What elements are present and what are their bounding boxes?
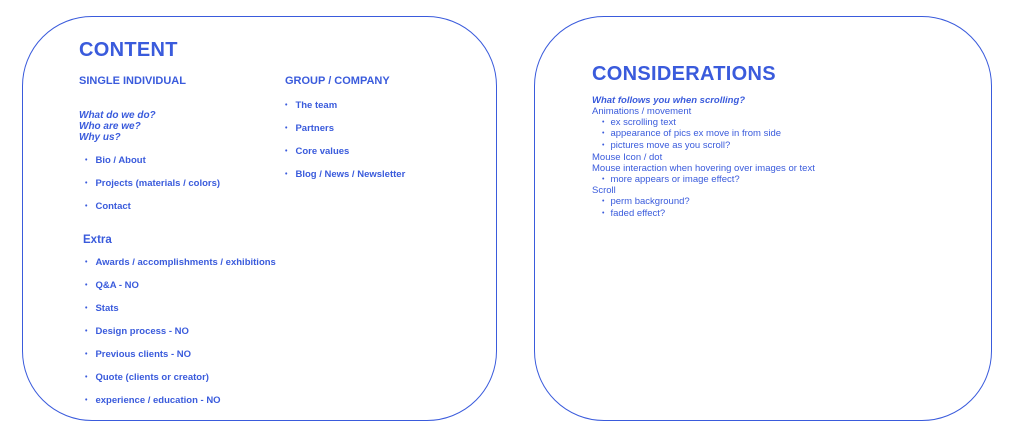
list-item: • Projects (materials / colors) [85,178,220,189]
group-company-heading: GROUP / COMPANY [285,75,390,87]
question-item: Who are we? [79,121,141,132]
list-item: • Contact [85,201,131,212]
list-item: • Awards / accomplishments / exhibitions [85,257,276,268]
considerations-title: CONSIDERATIONS [592,63,776,85]
extra-heading: Extra [83,234,112,246]
content-card [22,16,497,421]
list-item: • Design process - NO [85,326,189,337]
list-item: • Stats [85,303,119,314]
list-item: • Core values [285,146,349,157]
question-item: Why us? [79,132,121,143]
list-item: • pictures move as you scroll? [592,141,815,153]
list-item: Animations / movement [592,105,692,117]
list-item: Mouse Icon / dot [592,151,663,163]
question-item: What do we do? [79,110,156,121]
list-item: Scroll [592,185,616,197]
list-item: • faded effect? [592,209,815,221]
list-item: • ex scrolling text [592,118,815,130]
considerations-list [592,96,815,221]
list-item: • Bio / About [85,155,146,166]
questions-block [79,110,156,143]
list-item: • appearance of pics ex move in from side [592,129,815,141]
content-title: CONTENT [79,39,178,61]
single-individual-heading: SINGLE INDIVIDUAL [79,75,186,87]
list-item: • perm background? [592,197,815,209]
list-item: • Partners [285,123,334,134]
list-item: • Q&A - NO [85,280,139,291]
list-item: • more appears or image effect? [592,175,815,187]
list-item: • Previous clients - NO [85,349,191,360]
list-item: Mouse interaction when hovering over images or text [592,162,815,174]
list-item: • The team [285,100,337,111]
list-item: What follows you when scrolling? [592,95,746,106]
list-item: • Blog / News / Newsletter [285,169,405,180]
considerations-card [534,16,992,421]
list-item: • Quote (clients or creator) [85,372,209,383]
list-item: • experience / education - NO [85,395,221,406]
